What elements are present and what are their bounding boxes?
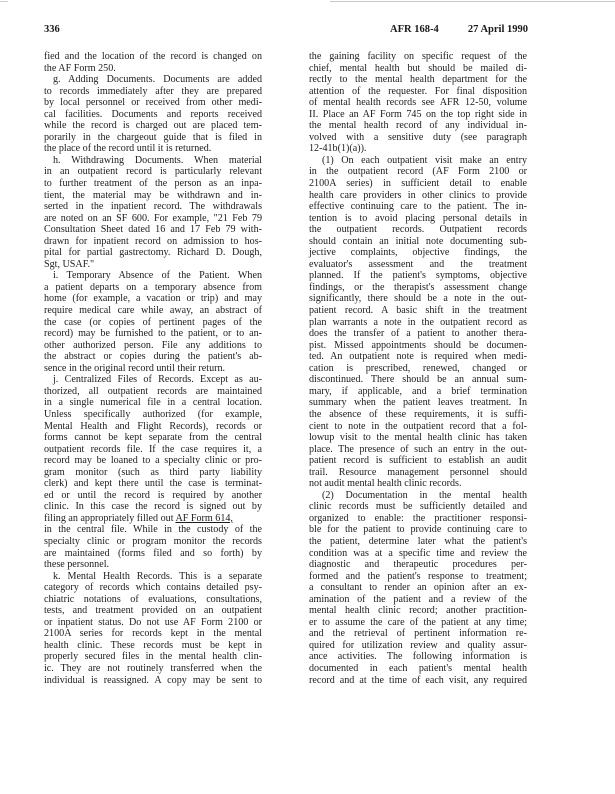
text-line: place. The presence of such an entry in the out-: [309, 443, 527, 455]
page-header: [44, 24, 528, 38]
text-line: significantly, there should be a note in the out-: [309, 293, 527, 305]
text-line: to records immediately after they are prepared: [44, 85, 262, 97]
text-fragment: filing an appropriately filled out: [44, 512, 176, 524]
text-line: should contain an initial note documenting sub-: [309, 235, 527, 247]
text-line: the patient, determine later what the patient's: [309, 535, 527, 547]
text-line: cient to note in the outpatient record that a fol-: [309, 420, 527, 432]
text-line: clinic records must be sufficiently detailed and: [309, 501, 527, 513]
text-line: other authorized person. File any additions to: [44, 339, 262, 351]
text-line: chiatric notations of evaluations, consultations,: [44, 593, 262, 605]
text-line: jective complaints, objective findings, the: [309, 247, 527, 259]
document-date: 27 April 1990: [467, 24, 528, 35]
text-line: documented in each patient's mental health: [309, 662, 527, 674]
text-line: 2100A series) in sufficient detail to enable: [309, 178, 527, 190]
text-line: record) may be furnished to the patient, or to an-: [44, 328, 262, 340]
text-line: findings, or the therapist's assessment change: [309, 281, 527, 293]
text-line: rectly to the mental health department for the: [309, 74, 527, 86]
text-line: are noted on an SF 600. For example, "21 Feb 79: [44, 212, 262, 224]
text-line: gram monitor (such as third party liability: [44, 466, 262, 478]
text-line: 2100A series for records kept in the mental: [44, 628, 262, 640]
text-line: not audit mental health clinic records.: [309, 478, 462, 490]
text-line: patient record is sufficient to establish an audit: [309, 455, 527, 467]
text-line: formed and the patient's response to treatment;: [309, 570, 527, 582]
text-line: ed or until the record is required by another: [44, 489, 262, 501]
text-line: are maintained (forms filed and so forth) by: [44, 547, 262, 559]
text-line: (2) Documentation in the mental health: [322, 489, 527, 501]
text-line: quired for utilization review and quality assur-: [309, 639, 527, 651]
text-line: porarily in the chargeout guide that is filed in: [44, 131, 262, 143]
text-line: home (for example, a vacation or trip) and may: [44, 293, 262, 305]
text-line: in an outpatient record is particularly relevant: [44, 166, 262, 178]
text-line: the absence of these requirements, it is suffi-: [309, 408, 527, 420]
text-line: trail. Resource management personnel should: [309, 466, 527, 478]
text-line: volved with a sensitive duty (see paragraph: [309, 131, 527, 143]
text-line: amination of the patient and a review of the: [309, 593, 527, 605]
text-line: individual is reassigned. A copy may be sent to: [44, 674, 262, 686]
text-line: sence in the original record until their return.: [44, 362, 226, 374]
text-line: i. Temporary Absence of the Patient. When: [53, 270, 262, 282]
text-line: Consultation Sheet dated 16 and 17 Feb 79 with-: [44, 224, 262, 236]
text-line: to further treatment of the person as an inpa-: [44, 178, 262, 190]
text-line: a consultant to render an opinion after an ex-: [309, 582, 527, 594]
text-line: record may be loaned to a specialty clinic or pro-: [44, 455, 262, 467]
text-line: II. Place an AF Form 745 on the top right side in: [309, 108, 527, 120]
text-line: does the transfer of a patient to another thera-: [309, 328, 527, 340]
text-line: tention is to avoid placing personal details in: [309, 212, 527, 224]
text-line: pist. Missed appointments should be documen-: [309, 339, 527, 351]
text-line: ted. An outpatient note is required when medi-: [309, 351, 527, 363]
text-line: Mental Health and Flight Records), records or: [44, 420, 262, 432]
text-line: clinic. In this case the record is signed out by: [44, 501, 262, 513]
text-line: discontinued. There should be an annual sum-: [309, 374, 527, 386]
text-line: h. Withdrawing Documents. When material: [53, 154, 262, 166]
text-line: tient, the material may be withdrawn and in-: [44, 189, 262, 201]
text-line: fied and the location of the record is changed on: [44, 51, 262, 62]
scan-artifact-left: [0, 1, 8, 2]
text-line: planned. If the patient's symptoms, objective: [309, 270, 527, 282]
text-line: and the retrieval of pertinent information re-: [309, 628, 527, 640]
right-column: [309, 51, 527, 686]
text-line: forms cannot be kept separate from the central: [44, 432, 262, 444]
text-line: the AF Form 250.: [44, 62, 116, 74]
text-line: organized to enable: the practitioner responsi-: [309, 512, 527, 524]
text-line: outpatient records file. If the case requires it, a: [44, 443, 262, 455]
text-line: ic. They are not routinely transferred when the: [44, 662, 262, 674]
text-line: record and at the time of each visit, any required: [309, 674, 527, 686]
text-line: these personnel.: [44, 559, 110, 571]
text-line: specialty clinic or program monitor the records: [44, 535, 262, 547]
text-line: ance activities. The following information is: [309, 651, 527, 663]
text-line: while the record is charged out are placed tem-: [44, 120, 262, 132]
document-id: AFR 168-4: [390, 24, 439, 35]
text-line: clerk) and kept there until the case is terminat-: [44, 478, 262, 490]
text-line: plan warrants a note in the outpatient record as: [309, 316, 527, 328]
text-line: ble for the patient to provide continuing care to: [309, 524, 527, 536]
text-line: by local personnel or received from other medi-: [44, 97, 262, 109]
text-line: j. Centralized Files of Records. Except as au-: [53, 374, 262, 386]
text-line: mary, if applicable, and a brief termination: [309, 385, 527, 397]
text-line: the mental health record of any individual in-: [309, 120, 527, 132]
text-line: health clinic. These records must be kept in: [44, 639, 262, 651]
text-line: Unless specifically authorized (for example,: [44, 408, 262, 420]
text-line: category of records which contains detailed psy-: [44, 582, 262, 594]
text-line: of mental health records see AFR 12-50, volume: [309, 97, 527, 109]
text-line: k. Mental Health Records. This is a separate: [53, 570, 262, 582]
text-line: evaluator's assessment and the treatment: [309, 258, 527, 270]
text-line: the outpatient records. Outpatient records: [309, 224, 527, 236]
text-line: patient record. A basic shift in the treatment: [309, 305, 527, 317]
text-line: pital for partial gastrectomy. Richard D. Dough,: [44, 247, 262, 259]
text-line: effective continuing care to the patient. The in-: [309, 201, 527, 213]
text-line: thorized, all outpatient records are maintained: [44, 385, 262, 397]
text-line: in a single numerical file in a central location.: [44, 397, 262, 409]
text-line: g. Adding Documents. Documents are added: [53, 74, 262, 86]
text-line: mental health clinic record; another practition-: [309, 605, 527, 617]
text-line: er to assume the care of the patient at any time;: [309, 616, 527, 628]
text-line: tests, and treatment provided on an outpatient: [44, 605, 262, 617]
text-line: in the central file. While in the custody of the: [44, 524, 262, 536]
text-line: lowup visit to the mental health clinic has taken: [309, 432, 527, 444]
text-line: drawn for inpatient record on admission to hos-: [44, 235, 262, 247]
text-line: condition was at a specific time and review the: [309, 547, 527, 559]
form-reference-underlined: AF Form 614,: [175, 512, 233, 524]
text-line: diagnostic and therapeutic procedures per-: [309, 559, 527, 571]
text-line: summary when the patient leaves treatment. In: [309, 397, 527, 409]
text-line: properly secured files in the mental health clin-: [44, 651, 262, 663]
text-line: [44, 513, 262, 525]
text-line: (1) On each outpatient visit make an entry: [322, 154, 527, 166]
text-line: or inpatient status. Do not use AF Form 2100 or: [44, 616, 262, 628]
text-line: health care providers in other clinics to provide: [309, 189, 527, 201]
scan-artifact-top: [330, 1, 615, 2]
page-number: 336: [44, 24, 60, 35]
text-line: require medical care while away, an abstract of: [44, 305, 262, 317]
text-line: the gaining facility on specific request of the: [309, 51, 527, 62]
text-line: the case (or copies of pertinent pages of the: [44, 316, 262, 328]
text-line: the abstract or copies during the patient's ab-: [44, 351, 262, 363]
text-line: a patient departs on a temporary absence from: [44, 281, 262, 293]
text-line: attention of the requester. For final disposition: [309, 85, 527, 97]
text-line: 12-41b(1)(a)).: [309, 143, 367, 155]
text-line: in the outpatient record (AF Form 2100 or: [309, 166, 527, 178]
left-column: [44, 51, 262, 686]
text-line: chief, mental health but should be mailed di-: [309, 62, 527, 74]
text-line: cal facilities. Documents and reports received: [44, 108, 262, 120]
text-line: the place of the record until it is returned.: [44, 143, 212, 155]
text-line: cation is prescribed, renewed, changed or: [309, 362, 527, 374]
text-line: serted in the inpatient record. The withdrawals: [44, 201, 262, 213]
text-line: Sgt, USAF.": [44, 258, 95, 270]
